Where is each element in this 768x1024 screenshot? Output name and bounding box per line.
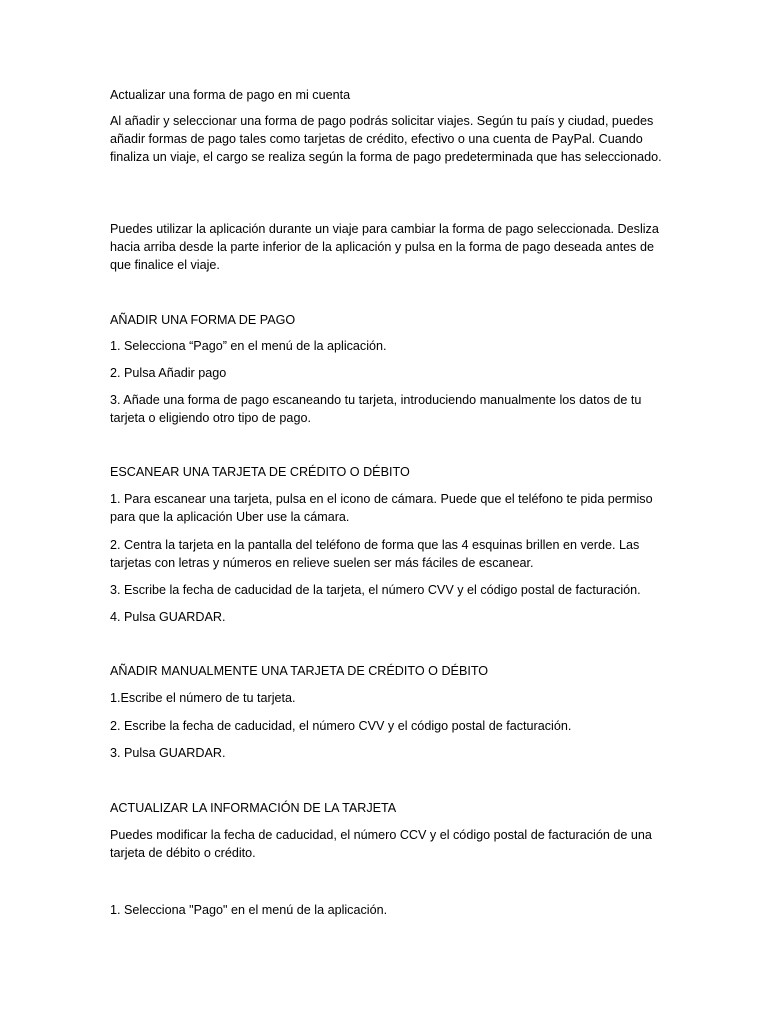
intro-paragraph: Al añadir y seleccionar una forma de pago podrás solicitar viajes. Según tu país y ciudad, puedes añadir formas de pago tales como tarjetas de crédito, efectivo o una cuenta de PayPal. Cuando finaliza un viaje, el cargo se realiza según la forma de pago predeterminada que has seleccionado.	[110, 114, 662, 164]
document-title: Actualizar una forma de pago en mi cuenta	[110, 88, 351, 102]
manual-card-step-3: 3. Pulsa GUARDAR.	[110, 746, 226, 760]
update-card-paragraph: Puedes modificar la fecha de caducidad, el número CCV y el código postal de facturación de una tarjeta de débito o crédito.	[110, 828, 652, 860]
scan-card-step-1: 1. Para escanear una tarjeta, pulsa en el icono de cámara. Puede que el teléfono te pida permiso para que la aplicación Uber use la cámara.	[110, 492, 653, 524]
section-heading-add-payment: AÑADIR UNA FORMA DE PAGO	[110, 313, 296, 327]
change-payment-paragraph: Puedes utilizar la aplicación durante un viaje para cambiar la forma de pago seleccionada. Desliza hacia arriba desde la parte inferior de la aplicación y pulsa en la forma de pago deseada antes de que finalice el viaje.	[110, 222, 659, 272]
update-card-step-1: 1. Selecciona "Pago" en el menú de la aplicación.	[110, 903, 388, 917]
section-heading-update-card: ACTUALIZAR LA INFORMACIÓN DE LA TARJETA	[110, 801, 397, 815]
scan-card-step-3: 3. Escribe la fecha de caducidad de la tarjeta, el número CVV y el código postal de facturación.	[110, 583, 641, 597]
section-heading-manual-card: AÑADIR MANUALMENTE UNA TARJETA DE CRÉDITO O DÉBITO	[110, 664, 489, 678]
scan-card-step-2: 2. Centra la tarjeta en la pantalla del teléfono de forma que las 4 esquinas brillen en verde. Las tarjetas con letras y números en relieve suelen ser más fáciles de escanear.	[110, 538, 640, 570]
add-payment-step-3: 3. Añade una forma de pago escaneando tu tarjeta, introduciendo manualmente los datos de tu tarjeta o eligiendo otro tipo de pago.	[110, 393, 642, 425]
section-heading-scan-card: ESCANEAR UNA TARJETA DE CRÉDITO O DÉBITO	[110, 465, 410, 479]
manual-card-step-1: 1.Escribe el número de tu tarjeta.	[110, 691, 296, 705]
manual-card-step-2: 2. Escribe la fecha de caducidad, el número CVV y el código postal de facturación.	[110, 719, 572, 733]
scan-card-step-4: 4. Pulsa GUARDAR.	[110, 610, 226, 624]
add-payment-step-1: 1. Selecciona “Pago” en el menú de la aplicación.	[110, 339, 387, 353]
add-payment-step-2: 2. Pulsa Añadir pago	[110, 366, 227, 380]
